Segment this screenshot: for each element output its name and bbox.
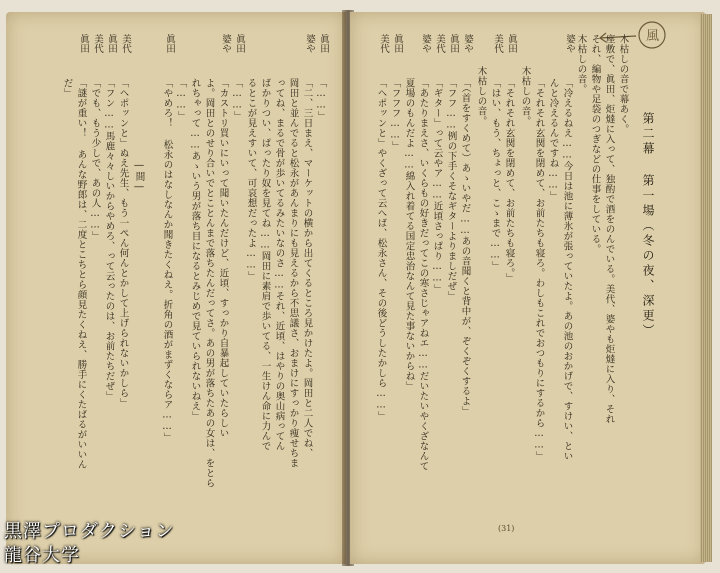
speaker-name: 婆や xyxy=(564,34,575,53)
stage-direction: 座敷で、眞田、炬燵に入って、独酌で酒をのんでいる。美代、婆やも炬燵に入り、それ xyxy=(603,34,615,424)
speaker-name: 婆や xyxy=(462,34,473,53)
watermark-line-2: 龍谷大学 xyxy=(4,545,80,566)
dialogue-line: 「二、三日まえ、マーケットの横から出てくるところ見かけたよ。岡田と二人でね、 xyxy=(301,78,313,458)
stage-direction: 木枯しの音。 xyxy=(475,66,487,126)
dialogue-line: るとこが見えすいて、可哀想だったよ……」 xyxy=(245,78,257,281)
dialogue-line: 「ヘポッンと」やくざって云へば、松永さん、その後どうしたかしら……」 xyxy=(375,78,387,421)
dialogue-line: だ」 xyxy=(61,78,73,98)
dialogue-line: 「冷えるねえ……今日は池に薄氷が張っていたよ。あの池のおかげで、すけい、とい xyxy=(561,78,573,461)
dialogue-line: 「はい、もう、ちょっと、こゝまで……」 xyxy=(489,78,501,271)
speaker-name: 美代 xyxy=(434,34,445,53)
speaker-name: 婆や xyxy=(220,34,231,53)
speaker-name: 眞田 xyxy=(78,34,89,53)
dialogue-line: 「あたりまえさ、いくらもの好きだってこの寒さじゃアねエ……だいたいやくざなんて xyxy=(417,78,429,471)
scene-heading: 第二幕 第一場（冬の夜、深更） xyxy=(641,112,655,339)
dialogue-line: 「謎が重い！ あんな野郎は、二度とこちとら顔見たくねえ、勝手にくたばるがいいん xyxy=(75,78,87,470)
dialogue-line: ばかりつい、ぱったり奴を見てね……岡田に素肩で歩いてる、一生けん命に力んで xyxy=(259,78,271,451)
speaker-name: 眞田 xyxy=(164,34,175,53)
speaker-name: 美代 xyxy=(492,34,503,53)
stage-direction: 木枯しの音。 xyxy=(519,66,531,126)
dialogue-line: 夏場のもんだよ……綿入れ着てる国定忠治なんて見た事ないからね」 xyxy=(403,78,415,391)
speaker-name: 美代 xyxy=(378,34,389,53)
stage-direction: 木枯しの音。 xyxy=(575,34,587,94)
dialogue-line: 「……」 xyxy=(231,78,243,121)
svg-text:風: 風 xyxy=(646,29,660,44)
dialogue-line: よ。岡田とのせり合いでとことんまで落ちたんだってさ。あの男が落ちたあの女は、をとら xyxy=(203,78,215,488)
watermark-line-1: 黒澤プロダクション xyxy=(4,521,175,542)
speaker-name: 眞田 xyxy=(448,34,459,53)
speaker-name: 婆や xyxy=(304,34,315,53)
speaker-name: 眞田 xyxy=(318,34,329,53)
dialogue-line: 「……」 xyxy=(175,78,187,121)
dialogue-line: 「やめろ！ 松永のはなしなんか聞きたくねえ。折角の酒がまずくならア……」 xyxy=(161,78,173,443)
stage-direction: それ、編物や足袋のつぎなどの仕事をしている。 xyxy=(589,34,601,254)
speaker-name: 美代 xyxy=(120,34,131,53)
speaker-name: 婆や xyxy=(420,34,431,53)
dialogue-line: 「フン……馬鹿々々しいからやめろ、って云ったのは、お前たちだぜ」 xyxy=(103,78,115,401)
dialogue-line: んと冷えるんですね……」 xyxy=(547,78,559,201)
page-number: (31) xyxy=(498,524,515,533)
dialogue-line: 「……」 xyxy=(315,78,327,121)
dialogue-line: 「ギター」って云やア……近頃さっぱり……」 xyxy=(431,78,443,294)
speaker-name: 眞田 xyxy=(106,34,117,53)
dialogue-line: 「フフ……例の下手くそなギターよりましだぜ」 xyxy=(445,78,457,301)
speaker-name: 眞田 xyxy=(234,34,245,53)
dialogue-line: 「（首をすくめて）あゝいやだ……あの音聞くと背中が、ぞくぞくするよ」 xyxy=(459,78,471,417)
dialogue-line: 「それそれ玄関を閉めて、お前たちも寝ろ。わしもこれでおつもりにするから……」 xyxy=(533,78,545,461)
dialogue-line: ってね、まるで骨が歩いてるみたいなのさ……それ、近頃、はやりの奥山病ってん xyxy=(273,78,285,451)
speaker-name: 美代 xyxy=(92,34,103,53)
dialogue-line: 「ヘポッンと」ぬえ先生、もう一ぺん何んとかして上げられないかしら」 xyxy=(117,78,129,408)
speaker-name: 眞田 xyxy=(506,34,517,53)
dialogue-line: 「それそれ玄関を閉めて、お前たちも寝ろ。」 xyxy=(503,78,515,284)
speaker-name: 眞田 xyxy=(392,34,403,53)
scene-break: ―間― xyxy=(133,160,145,193)
stage-direction: 木枯しの音で幕あく。 xyxy=(617,34,629,134)
page-edges xyxy=(700,14,712,562)
dialogue-line: 「フフフ……」 xyxy=(389,78,401,151)
dialogue-line: 「でも、もう少しで、あの人……」 xyxy=(89,78,101,241)
dialogue-line: 「カストリ買いにいって聞いたんだけど、近頃、すっかり自暴起していたらしい xyxy=(217,78,229,438)
dialogue-line: 岡田と並んでると松永があんまりにも見えるから不思議さ、おまけにすっかり痩せちま xyxy=(287,78,299,468)
dialogue-line: れちゃって……あゝいう男が落ち目になるとみじめで見ていられないねえ」 xyxy=(189,78,201,421)
